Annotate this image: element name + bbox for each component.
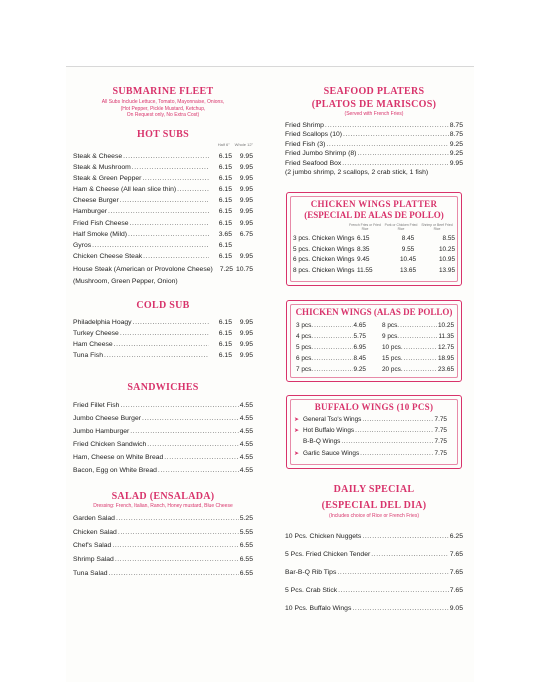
platter-row-name: 5 pcs. Chicken Wings bbox=[293, 245, 355, 253]
menu-item-row bbox=[73, 438, 253, 451]
menu-item-row bbox=[73, 195, 253, 206]
dot-leader bbox=[142, 412, 239, 425]
item-name: Fried Shrimp bbox=[285, 121, 324, 129]
dot-leader bbox=[114, 339, 209, 350]
submarine-fleet-heading: SUBMARINE FLEET bbox=[112, 86, 214, 97]
item-price: 7.75 bbox=[434, 416, 447, 423]
sandwiches-list bbox=[73, 399, 253, 478]
dot-leader bbox=[128, 229, 209, 240]
wings-left-list bbox=[296, 320, 366, 375]
item-price-half: 6.15 bbox=[218, 163, 232, 171]
wings-count: 10 pcs. bbox=[382, 344, 403, 352]
item-price: 7.65 bbox=[449, 568, 463, 576]
daily-special-section bbox=[285, 483, 463, 618]
dot-leader bbox=[133, 317, 209, 328]
item-price-whole: 9.95 bbox=[239, 163, 253, 171]
item-name: Garden Salad bbox=[73, 515, 115, 523]
item-price: 4.55 bbox=[239, 427, 253, 435]
item-name: Fried Chicken Sandwich bbox=[73, 441, 147, 449]
item-price-half: 6.15 bbox=[218, 242, 232, 249]
wings-count: 9 pcs. bbox=[382, 333, 400, 341]
dot-leader bbox=[337, 564, 448, 582]
item-price: 7.65 bbox=[449, 587, 463, 595]
dot-leader bbox=[326, 140, 448, 150]
wings-platter-col-labels: French Fries or Fried Rice Pork or Chicken Fried Rice Shrimp or Beef Fried Rice bbox=[349, 223, 453, 231]
item-price: 9.25 bbox=[449, 140, 463, 148]
menu-item-row bbox=[285, 582, 463, 600]
hot-subs-heading: HOT SUBS bbox=[137, 128, 189, 140]
platter-price-b: 13.65 bbox=[400, 266, 416, 274]
wings-count: 20 pcs. bbox=[382, 366, 403, 374]
dot-leader bbox=[109, 567, 239, 581]
menu-item-row bbox=[73, 567, 253, 581]
dot-leader bbox=[177, 184, 209, 195]
item-name: Ham, Cheese on White Bread bbox=[73, 454, 164, 462]
dot-leader bbox=[404, 364, 437, 375]
seafood-footnote: (2 jumbo shrimp, 2 scallops, 2 crab stick, 1 fish) bbox=[285, 169, 429, 177]
dot-leader bbox=[164, 451, 238, 464]
buffalo-row bbox=[294, 436, 447, 447]
chicken-wings-box bbox=[286, 300, 462, 382]
platter-price-a: 9.45 bbox=[357, 256, 370, 263]
item-name: Jumbo Cheese Burger bbox=[73, 414, 142, 422]
daily-special-note: (Includes choice of Rice or French Fries) bbox=[328, 513, 420, 519]
dot-leader bbox=[120, 328, 209, 339]
platter-price-b: 9.55 bbox=[401, 245, 415, 253]
item-price: 9.95 bbox=[449, 159, 463, 167]
wings-row bbox=[296, 331, 366, 342]
wings-row bbox=[296, 342, 366, 353]
menu-item-row bbox=[73, 339, 253, 350]
dot-leader bbox=[314, 331, 352, 342]
item-name: Fried Seafood Box bbox=[285, 159, 342, 167]
menu-item-row bbox=[73, 151, 253, 162]
item-price-whole: 9.95 bbox=[239, 208, 253, 216]
item-price-half: 6.15 bbox=[218, 197, 232, 205]
item-name: Shrimp Salad bbox=[73, 555, 114, 563]
menu-item-row bbox=[73, 512, 253, 526]
bullet-icon: ➤ bbox=[294, 450, 300, 457]
menu-item-row bbox=[285, 121, 463, 131]
item-price-half: 6.15 bbox=[218, 186, 232, 194]
item-price: 4.55 bbox=[239, 414, 253, 422]
house-steak-row: House Steak (American or Provolone Cheese) 7.25 10.75 bbox=[73, 266, 253, 274]
dot-leader bbox=[116, 512, 239, 526]
dot-leader bbox=[132, 162, 209, 173]
wings-row bbox=[382, 331, 454, 342]
wings-row bbox=[382, 320, 454, 331]
item-price-whole: 9.95 bbox=[239, 219, 253, 227]
item-name: Fried Scallops (10) bbox=[285, 131, 343, 139]
dot-leader bbox=[130, 218, 209, 229]
dot-leader bbox=[341, 436, 433, 447]
bullet-icon: ➤ bbox=[294, 428, 300, 435]
menu-item-row bbox=[285, 130, 463, 140]
item-name: Fried Fish Cheese bbox=[73, 219, 129, 227]
menu-item-row bbox=[73, 350, 253, 361]
menu-item-row bbox=[73, 317, 253, 328]
platter-price-a: 8.35 bbox=[357, 245, 370, 253]
item-price: 9.05 bbox=[449, 605, 463, 613]
wings-count: 6 pcs. bbox=[296, 355, 314, 363]
wings-count: 15 pcs. bbox=[382, 355, 403, 363]
hot-subs-col-labels: Half 6" Whole 12" bbox=[217, 141, 253, 147]
menu-item-row bbox=[73, 240, 253, 251]
dot-leader bbox=[143, 251, 209, 262]
item-name: General Tso's Wings bbox=[303, 416, 362, 423]
item-name: Tuna Fish bbox=[73, 352, 103, 360]
item-name: Steak & Mushroom bbox=[73, 163, 131, 171]
wings-platter-list bbox=[293, 234, 455, 276]
item-price-whole: 9.95 bbox=[239, 174, 253, 182]
wings-price: 12.75 bbox=[438, 344, 454, 352]
item-name: Ham Cheese bbox=[73, 341, 113, 349]
item-name: Garlic Sauce Wings bbox=[303, 449, 360, 457]
platter-row-name: 6 pcs. Chicken Wings bbox=[293, 256, 355, 263]
item-name: Hamburger bbox=[73, 208, 107, 216]
wings-right-list bbox=[382, 320, 454, 375]
menu-item-row bbox=[73, 173, 253, 184]
menu-item-row bbox=[285, 149, 463, 159]
wings-price: 9.25 bbox=[353, 366, 366, 374]
left-column bbox=[73, 86, 253, 580]
menu-item-row bbox=[73, 328, 253, 339]
platter-price-c: 10.95 bbox=[439, 256, 455, 263]
seafood-subheading: (PLATOS DE MARISCOS) bbox=[311, 99, 437, 110]
wings-price: 5.75 bbox=[353, 333, 366, 341]
item-price-whole: 9.95 bbox=[239, 329, 253, 337]
menu-item-row bbox=[73, 451, 253, 464]
item-name: Bacon, Egg on White Bread bbox=[73, 467, 157, 475]
item-price-half: 6.15 bbox=[218, 152, 232, 160]
wings-price: 18.95 bbox=[438, 355, 454, 363]
wings-row bbox=[382, 353, 454, 364]
dot-leader bbox=[343, 130, 449, 140]
menu-item-row bbox=[73, 184, 253, 195]
cold-sub-list bbox=[73, 317, 253, 362]
dot-leader bbox=[147, 438, 238, 451]
wings-count: 5 pcs. bbox=[296, 344, 314, 352]
item-name: Fried Jumbo Shrimp (8) bbox=[285, 150, 357, 158]
menu-item-row bbox=[73, 206, 253, 217]
dot-leader bbox=[120, 399, 238, 412]
wings-price: 8.45 bbox=[353, 355, 366, 363]
dot-leader bbox=[338, 582, 449, 600]
dot-leader bbox=[404, 353, 437, 364]
dot-leader bbox=[371, 546, 449, 564]
item-price: 8.75 bbox=[449, 131, 463, 139]
dot-leader bbox=[142, 173, 209, 184]
item-name: Ham & Cheese (All lean slice thin) bbox=[73, 186, 177, 194]
platter-price-a: 11.55 bbox=[357, 266, 373, 274]
item-name: Steak & Cheese bbox=[73, 152, 123, 160]
seafood-list bbox=[285, 121, 463, 169]
dot-leader bbox=[362, 528, 448, 546]
item-price: 7.65 bbox=[449, 550, 463, 558]
dot-leader bbox=[314, 320, 352, 331]
item-price-half: 6.15 bbox=[218, 208, 232, 216]
menu-item-row bbox=[73, 218, 253, 229]
wings-row bbox=[296, 364, 366, 375]
item-price-whole: 6.75 bbox=[239, 230, 253, 238]
menu-item-row bbox=[285, 159, 463, 169]
item-price: 6.55 bbox=[239, 569, 253, 577]
item-price-whole: 9.95 bbox=[239, 341, 253, 349]
item-name: 5 Pcs. Fried Chicken Tender bbox=[285, 550, 371, 558]
menu-item-row bbox=[73, 399, 253, 412]
item-price-half: 6.15 bbox=[218, 329, 232, 337]
menu-item-row bbox=[285, 564, 463, 582]
item-name: Chef's Salad bbox=[73, 542, 112, 550]
dot-leader bbox=[118, 526, 239, 540]
item-price: 9.25 bbox=[449, 150, 463, 158]
item-price-half: 6.15 bbox=[218, 352, 232, 360]
hot-subs-list bbox=[73, 151, 253, 263]
item-name: 10 Pcs. Buffalo Wings bbox=[285, 605, 352, 613]
dot-leader bbox=[360, 448, 433, 459]
dot-leader bbox=[400, 331, 437, 342]
dot-leader bbox=[314, 364, 352, 375]
item-price-half: 6.15 bbox=[218, 219, 232, 227]
dot-leader bbox=[355, 425, 433, 436]
item-name: Fried Fillet Fish bbox=[73, 401, 120, 409]
item-price: 6.55 bbox=[239, 542, 253, 550]
item-name: Half Smoke (Mild) bbox=[73, 230, 128, 238]
item-price: 6.55 bbox=[239, 555, 253, 563]
item-name: Tuna Salad bbox=[73, 569, 108, 577]
platter-price-b: 8.45 bbox=[401, 235, 415, 242]
item-price-whole: 9.95 bbox=[239, 197, 253, 205]
daily-special-heading: DAILY SPECIAL bbox=[333, 484, 415, 495]
item-price-half: 6.15 bbox=[218, 318, 232, 326]
wings-row bbox=[296, 320, 366, 331]
platter-row-name: 3 pcs. Chicken Wings bbox=[293, 235, 355, 242]
menu-item-row bbox=[73, 539, 253, 553]
platter-price-a: 6.15 bbox=[357, 235, 370, 242]
dot-leader bbox=[404, 342, 437, 353]
platter-price-c: 10.25 bbox=[439, 245, 455, 253]
wings-count: 3 pcs. bbox=[296, 322, 314, 329]
wings-count: 4 pcs. bbox=[296, 333, 314, 341]
item-price: 5.55 bbox=[239, 528, 253, 536]
dot-leader bbox=[112, 539, 238, 553]
wings-price: 11.35 bbox=[438, 333, 454, 341]
menu-item-row bbox=[285, 600, 463, 618]
item-name: 5 Pcs. Crab Stick bbox=[285, 587, 338, 595]
menu-item-row bbox=[73, 464, 253, 477]
item-price: 4.55 bbox=[239, 467, 253, 475]
dot-leader bbox=[357, 149, 448, 159]
menu-item-row bbox=[73, 162, 253, 173]
submarine-note: All Subs Include Lettuce, Tomato, Mayonnaise, Onions, (Hot Pepper, Pickle Mustard, Ketchup, On Request only, No Extra Cost) bbox=[101, 99, 225, 118]
menu-item-row bbox=[285, 140, 463, 150]
platter-price-c: 8.55 bbox=[442, 235, 455, 242]
salad-list bbox=[73, 512, 253, 580]
menu-item-row bbox=[285, 546, 463, 564]
right-column bbox=[285, 86, 463, 178]
menu-item-row bbox=[73, 412, 253, 425]
menu-item-row bbox=[285, 528, 463, 546]
dot-leader bbox=[158, 464, 239, 477]
dot-leader bbox=[92, 240, 209, 251]
menu-item-row bbox=[73, 553, 253, 567]
menu-item-row bbox=[73, 251, 253, 262]
buffalo-row bbox=[294, 414, 447, 425]
buffalo-wings-heading: BUFFALO WINGS (10 PCS) bbox=[314, 402, 434, 412]
item-price-half: 3.65 bbox=[218, 230, 232, 238]
buffalo-wings-list bbox=[294, 414, 447, 459]
wings-count: 7 pcs. bbox=[296, 366, 314, 374]
wings-price: 10.25 bbox=[438, 322, 454, 329]
platter-price-b: 10.45 bbox=[400, 256, 416, 263]
item-price-whole: 9.95 bbox=[239, 186, 253, 194]
dot-leader bbox=[130, 425, 238, 438]
daily-special-list bbox=[285, 528, 463, 619]
wings-row bbox=[382, 342, 454, 353]
wings-price: 6.95 bbox=[353, 344, 366, 352]
item-price-half: 6.15 bbox=[218, 253, 232, 261]
item-price: 4.55 bbox=[239, 441, 253, 449]
dot-leader bbox=[104, 350, 209, 361]
dot-leader bbox=[342, 159, 448, 169]
item-price: 5.25 bbox=[239, 515, 253, 523]
house-steak-sub: (Mushroom, Green Pepper, Onion) bbox=[73, 277, 178, 285]
wings-price: 4.65 bbox=[353, 322, 366, 329]
buffalo-row bbox=[294, 448, 447, 459]
item-price-whole: 9.95 bbox=[239, 253, 253, 261]
item-name: Chicken Salad bbox=[73, 528, 117, 536]
platter-row bbox=[293, 245, 455, 256]
seafood-note: (Served with French Fries) bbox=[344, 111, 404, 117]
item-name: B-B-Q Wings bbox=[303, 438, 341, 446]
wings-platter-box bbox=[286, 192, 462, 286]
platter-price-c: 13.95 bbox=[439, 266, 455, 274]
daily-special-subheading: (ESPECIAL DEL DIA) bbox=[321, 500, 427, 511]
item-name: Cheese Burger bbox=[73, 197, 119, 205]
item-name: Steak & Green Pepper bbox=[73, 174, 142, 182]
wings-price: 23.65 bbox=[438, 366, 454, 374]
platter-row bbox=[293, 234, 455, 245]
dot-leader bbox=[314, 342, 352, 353]
item-price-whole: 9.95 bbox=[239, 352, 253, 360]
item-name: Philadelphia Hoagy bbox=[73, 318, 132, 326]
platter-row-name: 8 pcs. Chicken Wings bbox=[293, 266, 355, 274]
wings-platter-subheading: (ESPECIAL DE ALAS DE POLLO) bbox=[304, 210, 444, 220]
seafood-heading: SEAFOOD PLATERS bbox=[323, 86, 425, 97]
item-price-half: 6.15 bbox=[218, 174, 232, 182]
dot-leader bbox=[120, 195, 209, 206]
item-name: Bar-B-Q Rib Tips bbox=[285, 568, 337, 576]
item-price-whole: 9.95 bbox=[239, 318, 253, 326]
salad-heading: SALAD (ENSALADA) bbox=[111, 490, 215, 502]
platter-row bbox=[293, 255, 455, 266]
bullet-icon: ➤ bbox=[294, 417, 300, 423]
item-price: 7.75 bbox=[434, 438, 447, 446]
item-price: 8.75 bbox=[449, 121, 463, 129]
item-name: Fried Fish (3) bbox=[285, 140, 326, 148]
dot-leader bbox=[108, 206, 209, 217]
dot-leader bbox=[400, 320, 437, 331]
dot-leader bbox=[325, 121, 449, 131]
wings-platter-heading: CHICKEN WINGS PLATTER bbox=[310, 199, 438, 209]
item-name: Jumbo Hamburger bbox=[73, 427, 130, 435]
menu-item-row bbox=[73, 425, 253, 438]
dot-leader bbox=[352, 600, 448, 618]
item-price: 6.25 bbox=[449, 532, 463, 540]
sandwiches-heading: SANDWICHES bbox=[127, 381, 199, 393]
buffalo-wings-box bbox=[286, 395, 462, 469]
item-name: Chicken Cheese Steak bbox=[73, 253, 143, 261]
item-price: 7.75 bbox=[434, 449, 447, 457]
dot-leader bbox=[362, 414, 433, 425]
item-name: Hot Buffalo Wings bbox=[303, 427, 355, 435]
salad-note: Dressing: French, Italian, Ranch, Honey mustard, Blue Cheese bbox=[93, 502, 233, 509]
dot-leader bbox=[123, 151, 209, 162]
cold-sub-heading: COLD SUB bbox=[136, 299, 190, 311]
item-name: Turkey Cheese bbox=[73, 329, 119, 337]
chicken-wings-heading: CHICKEN WINGS (ALAS DE POLLO) bbox=[295, 307, 453, 317]
menu-item-row bbox=[73, 526, 253, 540]
wings-row bbox=[296, 353, 366, 364]
item-price-whole: 9.95 bbox=[239, 152, 253, 160]
wings-row bbox=[382, 364, 454, 375]
dot-leader bbox=[115, 553, 239, 567]
wings-count: 8 pcs. bbox=[382, 322, 400, 329]
buffalo-row bbox=[294, 425, 447, 436]
item-price: 7.75 bbox=[434, 427, 447, 435]
item-name: 10 Pcs. Chicken Nuggets bbox=[285, 532, 362, 540]
item-price-half: 6.15 bbox=[218, 341, 232, 349]
item-price: 4.55 bbox=[239, 454, 253, 462]
menu-item-row bbox=[73, 229, 253, 240]
platter-row bbox=[293, 266, 455, 277]
item-name: Gyros bbox=[73, 242, 92, 249]
item-price: 4.55 bbox=[239, 401, 253, 409]
dot-leader bbox=[314, 353, 352, 364]
